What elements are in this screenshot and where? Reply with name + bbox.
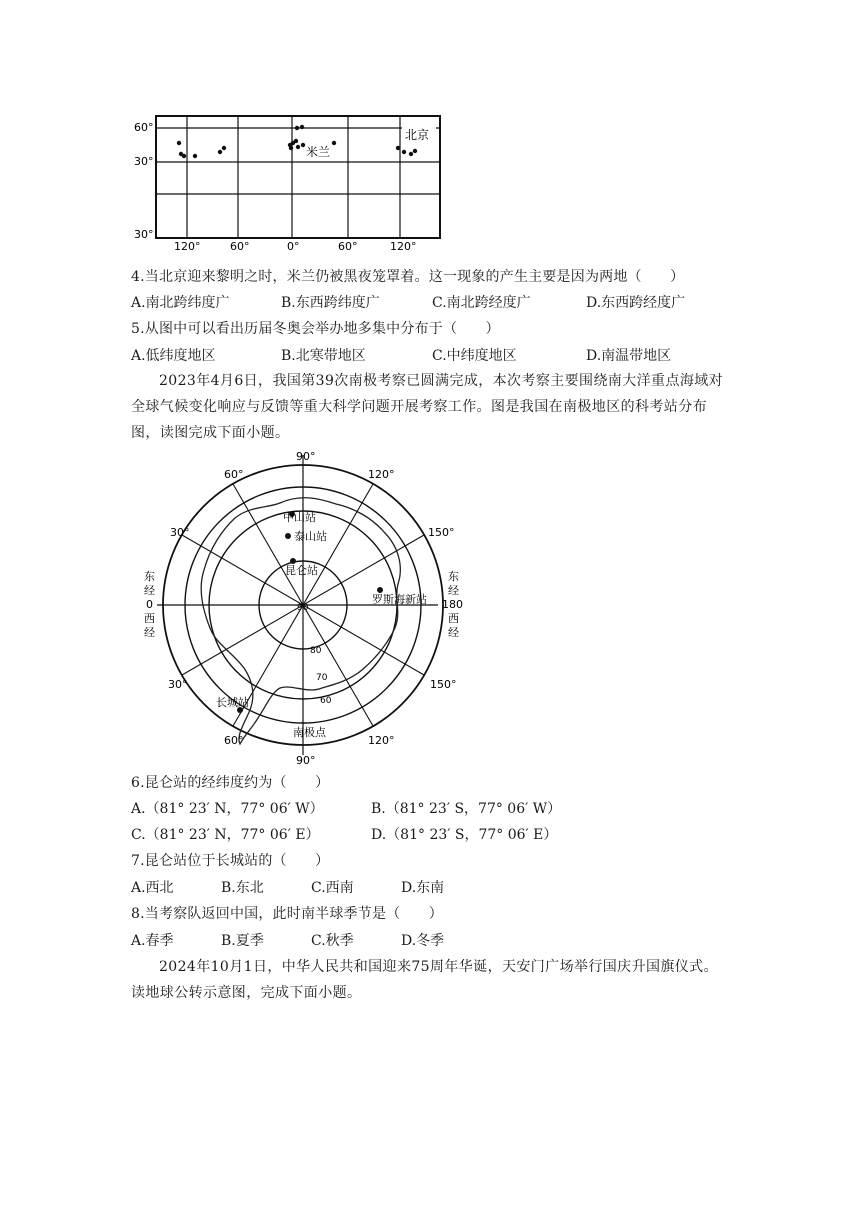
lon-label-120e: 120° bbox=[390, 240, 417, 252]
svg-text:西: 西 bbox=[144, 612, 155, 625]
q4-option-a[interactable]: A.南北跨纬度广 bbox=[131, 295, 230, 311]
lat-mark-70: 70 bbox=[316, 673, 328, 683]
lon-label-150-r: 150° bbox=[428, 526, 455, 539]
q5-stem: 5.从图中可以看出历届冬奥会举办地多集中分布于（ ） bbox=[131, 321, 500, 337]
svg-text:0: 0 bbox=[146, 598, 153, 611]
lon-label-120-br: 120° bbox=[368, 734, 395, 747]
station-nanjiao: 南极点 bbox=[293, 726, 326, 739]
passage-antarctic: 2023年4月6日，我国第39次南极考察已圆满完成，本次考察主要围绕南大洋重点海域对全球气候变化响应与反馈等重大科学问题开展考察工作。图是我国在南极地区的科考站分布图，读图完成下面小题。 bbox=[131, 373, 724, 441]
lat-label-60: 60° bbox=[134, 121, 154, 134]
host-city-dots bbox=[177, 125, 417, 158]
q8-stem: 8.当考察队返回中国，此时南半球季节是（ ） bbox=[131, 906, 443, 922]
svg-text:经: 经 bbox=[144, 626, 155, 639]
svg-text:东: 东 bbox=[144, 570, 155, 583]
svg-text:西: 西 bbox=[448, 612, 459, 625]
station-changcheng: 长城站 bbox=[216, 696, 249, 709]
q5-option-c[interactable]: C.中纬度地区 bbox=[432, 348, 517, 364]
svg-text:经: 经 bbox=[448, 584, 459, 597]
q4-option-b[interactable]: B.东西跨纬度广 bbox=[281, 295, 380, 311]
q6-option-d[interactable]: D.（81° 23′ S，77° 06′ E） bbox=[371, 827, 558, 843]
lat-mark-90: 90 bbox=[297, 603, 309, 613]
lon-label-30-l: 30° bbox=[170, 526, 190, 539]
q7-option-b[interactable]: B.东北 bbox=[221, 880, 264, 896]
lon-label-60-bl: 60° bbox=[224, 734, 244, 747]
passage-national-day: 2024年10月1日，中华人民共和国迎来75周年华诞，天安门广场举行国庆升国旗仪式。读地球公转示意图，完成下面小题。 bbox=[131, 959, 718, 1001]
q7-stem: 7.昆仑站位于长城站的（ ） bbox=[131, 853, 330, 869]
q5-option-b[interactable]: B.北寒带地区 bbox=[281, 348, 366, 364]
lon-label-top-90: 90° bbox=[296, 450, 316, 463]
q6-stem: 6.昆仑站的经纬度约为（ ） bbox=[131, 775, 330, 791]
q5-option-a[interactable]: A.低纬度地区 bbox=[131, 348, 216, 364]
q6-option-c[interactable]: C.（81° 23′ N，77° 06′ E） bbox=[131, 827, 320, 843]
q7-option-d[interactable]: D.东南 bbox=[401, 880, 445, 896]
city-label-milan: 米兰 bbox=[306, 145, 331, 159]
lon-label-60e: 60° bbox=[338, 240, 358, 252]
station-taishan: 泰山站 bbox=[294, 530, 327, 543]
station-luosihai: 罗斯海新站 bbox=[372, 593, 427, 606]
q8-option-d[interactable]: D.冬季 bbox=[401, 933, 445, 949]
city-label-beijing: 北京 bbox=[405, 128, 430, 142]
lon-label-bottom-90: 90° bbox=[296, 754, 316, 766]
q4-stem: 4.当北京迎来黎明之时，米兰仍被黑夜笼罩着。这一现象的产生主要是因为两地（ ） bbox=[131, 269, 685, 285]
lat-label-30n: 30° bbox=[134, 155, 154, 168]
svg-text:经: 经 bbox=[144, 584, 155, 597]
q7-option-c[interactable]: C.西南 bbox=[311, 880, 354, 896]
lat-label-30s: 30° bbox=[134, 228, 154, 241]
side-label-left bbox=[144, 570, 155, 639]
svg-text:东: 东 bbox=[448, 570, 459, 583]
olympics-host-map bbox=[128, 112, 448, 252]
lon-label-150-br: 150° bbox=[430, 678, 457, 691]
map-frame bbox=[156, 116, 440, 238]
q4-option-d[interactable]: D.东西跨经度广 bbox=[586, 295, 686, 311]
side-label-right bbox=[442, 570, 463, 639]
svg-text:180: 180 bbox=[442, 598, 463, 611]
lon-label-0: 0° bbox=[287, 240, 300, 252]
q6-option-a[interactable]: A.（81° 23′ N，77° 06′ W） bbox=[131, 801, 324, 817]
station-kunlun: 昆仑站 bbox=[285, 564, 318, 577]
svg-text:经: 经 bbox=[448, 626, 459, 639]
q4-option-c[interactable]: C.南北跨经度广 bbox=[432, 295, 531, 311]
lon-label-60-tl: 60° bbox=[224, 468, 244, 481]
q7-option-a[interactable]: A.西北 bbox=[131, 880, 174, 896]
taishan-dot bbox=[285, 533, 291, 539]
lat-mark-80: 80 bbox=[310, 646, 322, 656]
lat-mark-60: 60 bbox=[320, 696, 332, 706]
q5-option-d[interactable]: D.南温带地区 bbox=[586, 348, 672, 364]
q8-option-c[interactable]: C.秋季 bbox=[311, 933, 354, 949]
antarctic-station-map bbox=[140, 448, 480, 766]
lon-label-120-tr: 120° bbox=[368, 468, 395, 481]
q8-option-a[interactable]: A.春季 bbox=[131, 933, 174, 949]
lon-label-30-bl: 30° bbox=[168, 678, 188, 691]
lon-label-60w: 60° bbox=[230, 240, 250, 252]
q6-option-b[interactable]: B.（81° 23′ S，77° 06′ W） bbox=[371, 801, 562, 817]
station-zhongshan: 中山站 bbox=[283, 511, 316, 524]
lon-label-120w: 120° bbox=[174, 240, 201, 252]
q8-option-b[interactable]: B.夏季 bbox=[221, 933, 264, 949]
